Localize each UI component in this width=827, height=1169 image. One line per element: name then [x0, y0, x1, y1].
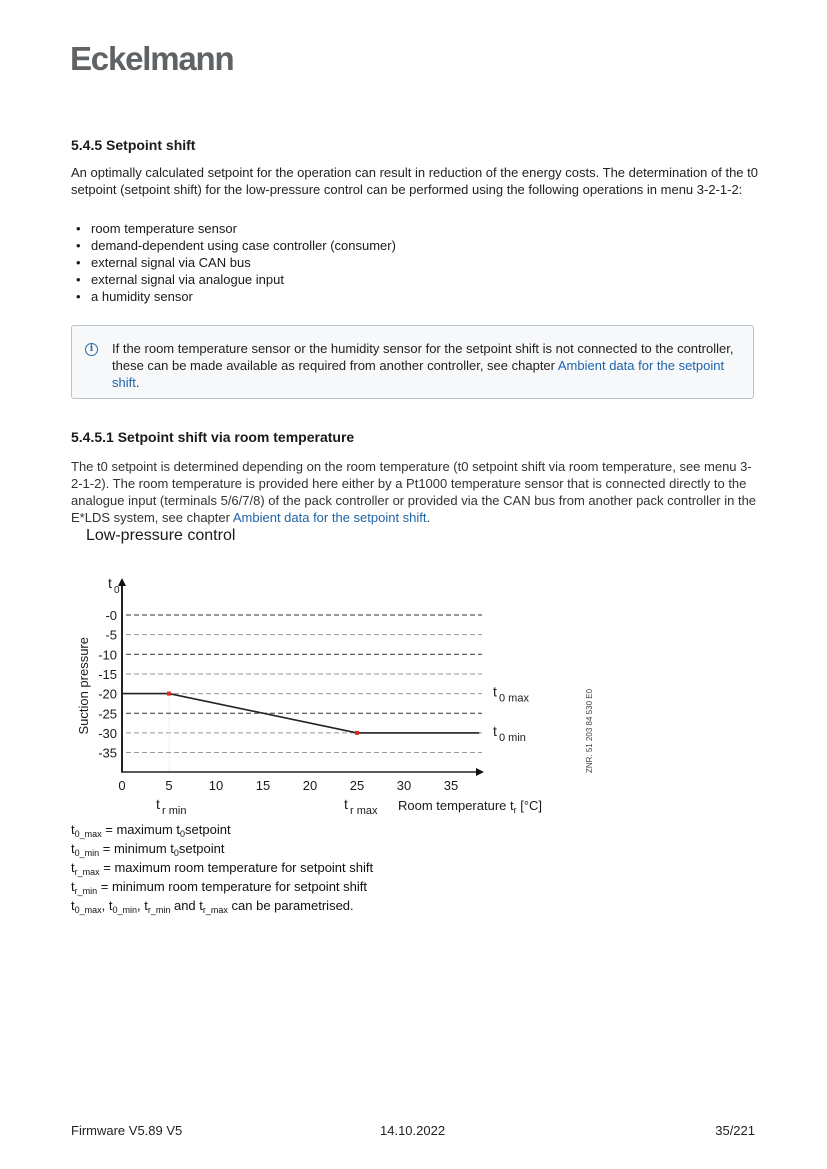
- subsection-suffix: .: [426, 510, 431, 525]
- section-intro: An optimally calculated setpoint for the operation can result in reduction of the energy costs. The determination of the t0 setpoint (setpoint shift) for the low-pressure control can be performed using the following operations in menu 3-2-1-2:: [71, 165, 758, 197]
- note-suffix: .: [135, 375, 140, 390]
- subsection-body: The t0 setpoint is determined depending on the room temperature (t0 setpoint shift via room temperature, see menu 3-2-1-2). The room temperature is provided here either by a Pt1000 temperature sensor that is connected directly to the analogue input (terminals 5/6/7/8) of the pack controller or provided via the CAN bus from another pack controller in the E*LDS system, see chapter: [71, 459, 757, 525]
- axis-marker-label-sub: r min: [162, 805, 187, 817]
- chart-legend: [71, 820, 373, 915]
- list-item: • external signal via CAN bus: [71, 254, 396, 271]
- subsection-heading: 5.4.5.1 Setpoint shift via room temperature: [71, 429, 355, 445]
- footer-page-number: 35/221: [715, 1123, 755, 1138]
- x-tick-label: 20: [302, 778, 318, 793]
- note-text: If the room temperature sensor or the humidity sensor for the setpoint shift is not connected to the controller, these can be made available as required from another controller, see chapter: [112, 341, 734, 373]
- list-item: • room temperature sensor: [71, 220, 396, 237]
- y-axis-label: Suction pressure: [76, 636, 91, 735]
- legend-item: $t_{r\_max}$ = maximum room temperature for setpoint shift: [71, 860, 374, 877]
- list-item: • a humidity sensor: [71, 288, 396, 305]
- threshold-label: t: [493, 722, 497, 739]
- legend-item: $t_{0\_max}$ = maximum $t_0setpoint$: [71, 822, 231, 839]
- y-tick-label: -5: [105, 627, 117, 643]
- x-axis-arrow: [476, 768, 484, 776]
- threshold-label-sub: 0 min: [499, 731, 526, 744]
- legend-item: $t_{r\_min}$ = minimum room temperature for setpoint shift: [71, 879, 367, 896]
- y-tick-label: -20: [98, 686, 117, 702]
- y-axis-symbol-sub: 0: [114, 585, 120, 596]
- drawing-id: ZNR. 51 203 84 530 E0: [585, 688, 594, 774]
- company-logo: Eckelmann: [70, 40, 234, 77]
- threshold-label: t: [493, 683, 497, 700]
- list-item: • demand-dependent using case controller (consumer): [71, 237, 396, 254]
- data-point: [355, 731, 359, 735]
- legend-note: $t_{0\_max}$, $t_{0\_min}$, $t_{r\_min}$ and $t_{r\_max}$ can be parametrised.: [71, 898, 354, 915]
- x-tick-label: 30: [396, 778, 412, 793]
- info-icon: i: [85, 343, 98, 356]
- x-tick-label: 35: [443, 778, 459, 793]
- y-tick-label: -10: [98, 647, 117, 663]
- axis-marker-label: t: [344, 796, 348, 812]
- x-tick-label: 15: [255, 778, 271, 793]
- legend-item: $t_{0\_min}$ = minimum $t_0setpoint$: [71, 841, 225, 858]
- y-tick-label: -25: [98, 706, 117, 722]
- x-tick-label: 10: [208, 778, 224, 793]
- footer-date: 14.10.2022: [380, 1123, 446, 1138]
- chart-title: Low-pressure control: [86, 527, 236, 544]
- axis-marker-label: t: [156, 796, 160, 812]
- section-heading: 5.4.5 Setpoint shift: [71, 137, 196, 153]
- y-axis-symbol: t: [108, 575, 112, 591]
- y-tick-label: -0: [105, 608, 117, 623]
- ambient-data-link[interactable]: Ambient data for the setpoint shift: [112, 358, 725, 390]
- y-tick-label: -30: [98, 725, 117, 741]
- x-tick-label: 25: [349, 778, 365, 793]
- x-axis-label: Room temperature $t_r$ [°C]: [398, 798, 543, 815]
- axis-marker-label-sub: r max: [350, 805, 378, 817]
- list-item: • external signal via analogue input: [71, 271, 396, 288]
- x-tick-label: 5: [165, 778, 173, 793]
- x-tick-label: 0: [118, 778, 126, 793]
- y-tick-label: -35: [98, 745, 117, 761]
- data-point: [167, 692, 171, 696]
- y-tick-label: -15: [98, 666, 117, 682]
- ambient-data-link[interactable]: Ambient data for the setpoint shift: [232, 510, 427, 525]
- footer-firmware: Firmware V5.89 V5: [71, 1123, 183, 1138]
- threshold-label-sub: 0 max: [499, 692, 529, 705]
